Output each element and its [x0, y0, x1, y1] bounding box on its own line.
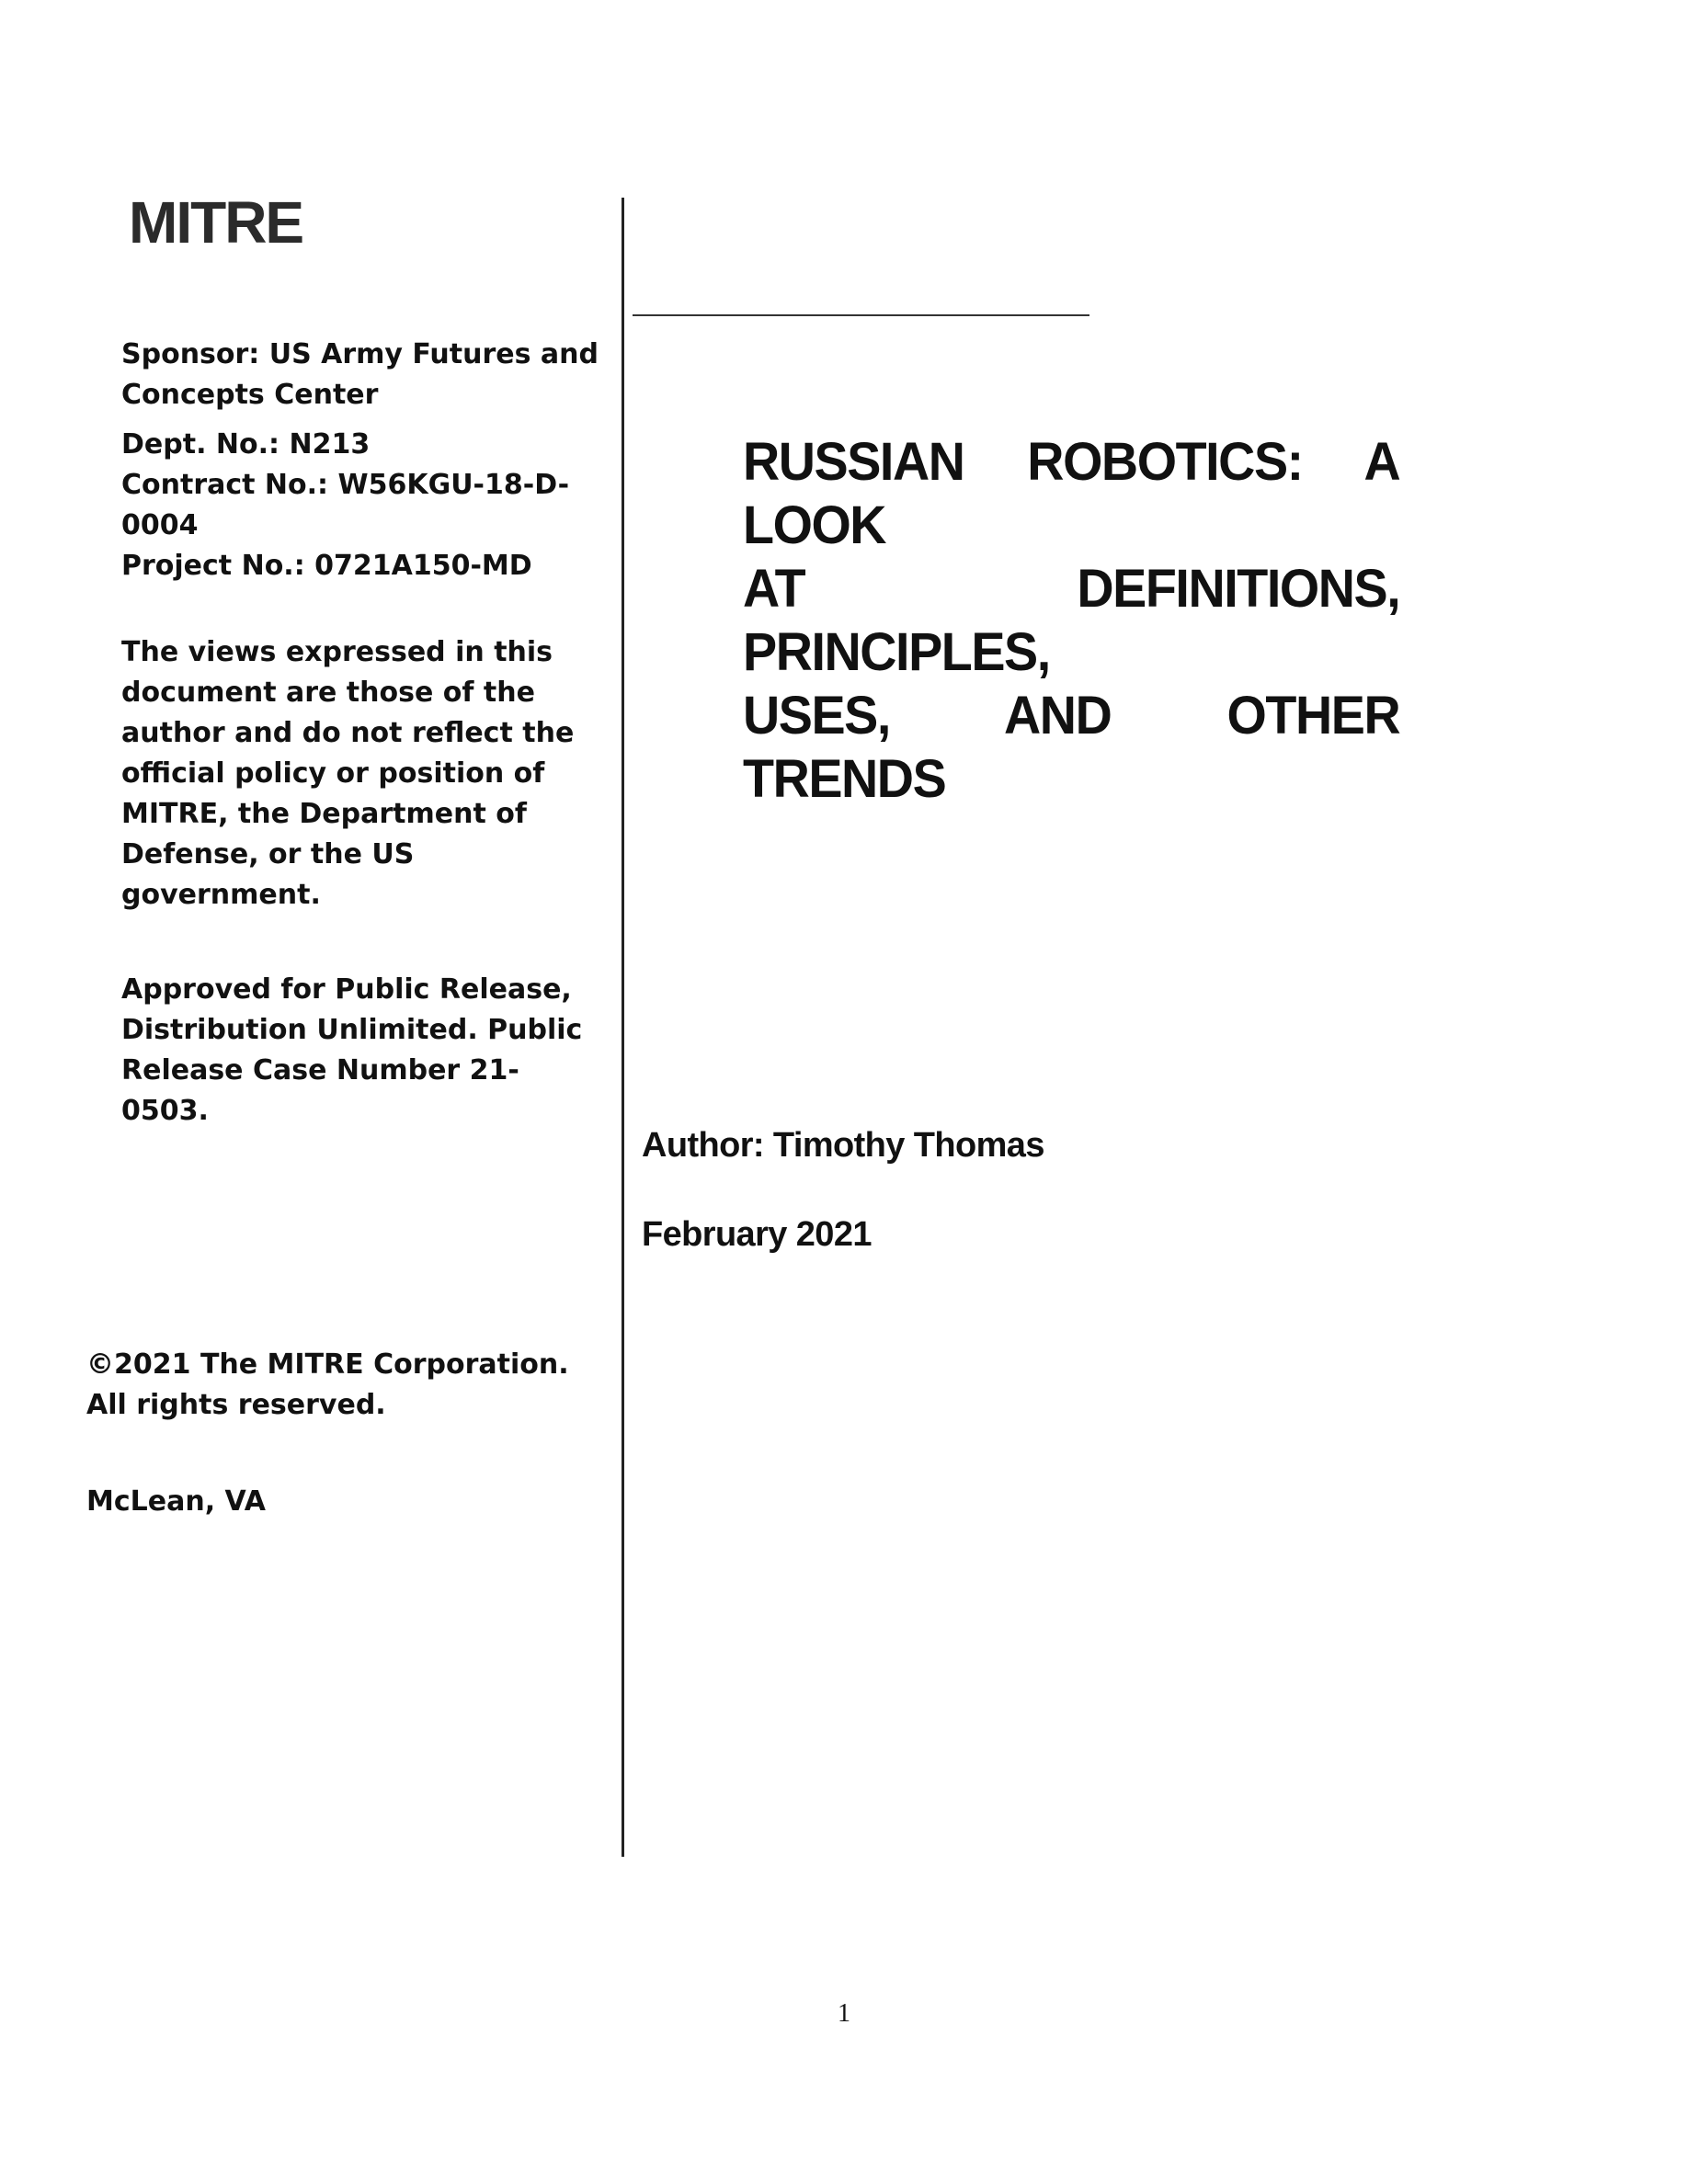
- location: McLean, VA: [86, 1485, 266, 1518]
- copyright-line: ©2021 The MITRE Corporation.: [86, 1348, 569, 1381]
- title-line: RUSSIAN ROBOTICS: A LOOK: [743, 432, 1400, 555]
- identifiers-block: [121, 425, 569, 586]
- release-block: [121, 970, 582, 1132]
- disclaimer-line: The views expressed in this: [121, 636, 553, 668]
- title-line: USES, AND OTHER TRENDS: [743, 686, 1400, 809]
- sponsor-line: Concepts Center: [121, 379, 379, 411]
- author-line: Author: Timothy Thomas: [642, 1126, 1044, 1165]
- release-line: Release Case Number 21-: [121, 1054, 519, 1086]
- document-title: [743, 430, 1399, 811]
- sponsor-line: Sponsor: US Army Futures and: [121, 338, 599, 370]
- disclaimer-line: Defense, or the US: [121, 838, 415, 870]
- publication-date: February 2021: [642, 1215, 872, 1254]
- disclaimer-line: government.: [121, 879, 321, 911]
- title-line: AT DEFINITIONS, PRINCIPLES,: [743, 559, 1400, 682]
- location-block: [86, 1482, 266, 1522]
- vertical-divider: [622, 198, 624, 1857]
- dept-number: Dept. No.: N213: [121, 428, 371, 461]
- copyright-line: All rights reserved.: [86, 1389, 386, 1421]
- horizontal-divider: [633, 314, 1089, 316]
- contract-number: Contract No.: W56KGU-18-D-: [121, 469, 570, 501]
- disclaimer-block: [121, 632, 574, 916]
- disclaimer-line: document are those of the: [121, 677, 535, 709]
- project-number: Project No.: 0721A150-MD: [121, 550, 532, 582]
- release-line: Distribution Unlimited. Public: [121, 1014, 583, 1046]
- copyright-block: [86, 1345, 569, 1426]
- disclaimer-line: official policy or position of: [121, 757, 545, 790]
- mitre-logo: MITRE: [129, 189, 303, 256]
- sponsor-block: [121, 335, 599, 415]
- release-line: 0503.: [121, 1095, 209, 1127]
- contract-number: 0004: [121, 509, 199, 541]
- page-number: 1: [838, 1999, 850, 2028]
- disclaimer-line: author and do not reflect the: [121, 717, 575, 749]
- disclaimer-line: MITRE, the Department of: [121, 798, 527, 830]
- release-line: Approved for Public Release,: [121, 973, 572, 1006]
